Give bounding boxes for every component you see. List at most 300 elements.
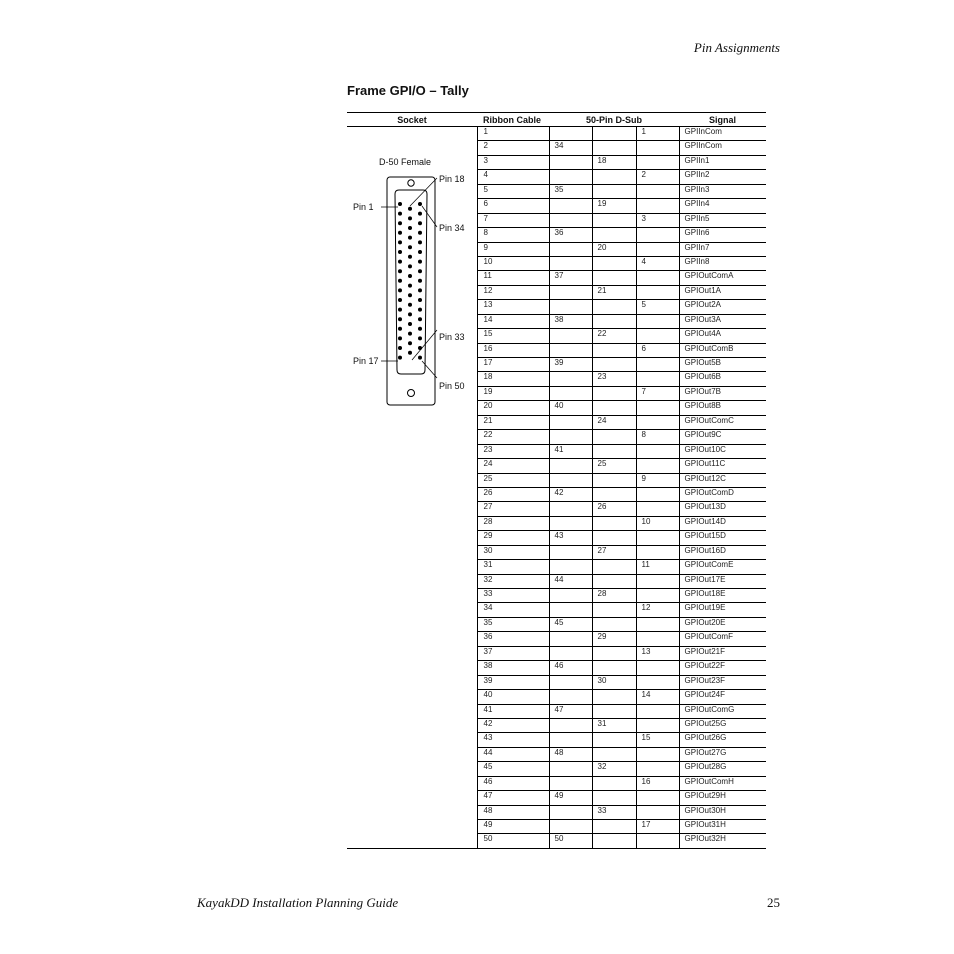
dsub-cell-a [549,256,592,270]
dsub-cell-b: 18 [592,155,636,169]
signal-cell: GPIOut23F [679,675,766,689]
connector-shell [387,177,435,405]
pin-dot [408,236,412,240]
header-ribbon-cable: Ribbon Cable [477,113,549,127]
running-head: Pin Assignments [693,40,780,55]
dsub-cell-a [549,805,592,819]
dsub-cell-c [636,632,679,646]
dsub-cell-c [636,502,679,516]
dsub-cell-c: 8 [636,430,679,444]
ribbon-cable-cell: 47 [477,791,549,805]
pin-assignment-table [347,112,766,849]
dsub-cell-c: 10 [636,516,679,530]
dsub-cell-c [636,199,679,213]
ribbon-cable-cell: 12 [477,285,549,299]
signal-cell: GPIOut3A [679,314,766,328]
signal-cell: GPIOutComB [679,343,766,357]
ribbon-cable-cell: 24 [477,459,549,473]
d50-connector-diagram [347,127,477,427]
signal-cell: GPIIn6 [679,228,766,242]
signal-cell: GPIOutComH [679,776,766,790]
dsub-cell-b [592,574,636,588]
ribbon-cable-cell: 9 [477,242,549,256]
ribbon-cable-cell: 36 [477,632,549,646]
pin-dot [398,250,402,254]
pin-dot [408,216,412,220]
dsub-cell-c: 4 [636,256,679,270]
dsub-cell-c [636,415,679,429]
dsub-cell-c [636,791,679,805]
dsub-cell-b [592,170,636,184]
dsub-cell-a: 44 [549,574,592,588]
dsub-cell-c: 3 [636,213,679,227]
dsub-cell-b: 29 [592,632,636,646]
pin-dot [418,356,422,360]
ribbon-cable-cell: 20 [477,401,549,415]
dsub-cell-a [549,776,592,790]
ribbon-cable-cell: 31 [477,560,549,574]
pin-dot [418,279,422,283]
dsub-cell-b: 33 [592,805,636,819]
ribbon-cable-cell: 16 [477,343,549,357]
dsub-cell-c: 13 [636,646,679,660]
dsub-cell-c [636,444,679,458]
signal-cell: GPIOut16D [679,545,766,559]
dsub-cell-b: 28 [592,589,636,603]
dsub-cell-b: 19 [592,199,636,213]
pin-dot [418,288,422,292]
dsub-cell-a [549,386,592,400]
ribbon-cable-cell: 14 [477,314,549,328]
signal-cell: GPIOutComA [679,271,766,285]
dsub-cell-a [549,589,592,603]
ribbon-cable-cell: 37 [477,646,549,660]
dsub-cell-b: 27 [592,545,636,559]
pin-dot [398,279,402,283]
signal-cell: GPIOut12C [679,473,766,487]
ribbon-cable-cell: 11 [477,271,549,285]
dsub-cell-a [549,459,592,473]
table-body [347,127,766,849]
dsub-cell-c [636,589,679,603]
dsub-cell-b [592,820,636,834]
pin-dot [418,212,422,216]
footer-guide-title: KayakDD Installation Planning Guide [197,895,399,910]
signal-cell: GPIOut1A [679,285,766,299]
signal-cell: GPIIn2 [679,170,766,184]
dsub-cell-a [549,545,592,559]
dsub-cell-a [549,285,592,299]
dsub-cell-a [549,502,592,516]
pin-label-1: Pin 1 [353,202,374,212]
dsub-cell-b [592,141,636,155]
connector-label: D-50 Female [379,157,432,167]
pin-dot [398,202,402,206]
dsub-cell-a [549,170,592,184]
dsub-cell-c [636,675,679,689]
pin-dot [398,288,402,292]
dsub-cell-a [549,329,592,343]
pin-dot [398,240,402,244]
dsub-cell-c [636,747,679,761]
ribbon-cable-cell: 48 [477,805,549,819]
pin-label-34: Pin 34 [439,223,465,233]
dsub-cell-c: 12 [636,603,679,617]
dsub-cell-b: 31 [592,718,636,732]
dsub-cell-a [549,690,592,704]
dsub-cell-b [592,516,636,530]
pin-dot [408,274,412,278]
signal-cell: GPIOut13D [679,502,766,516]
signal-cell: GPIOut15D [679,531,766,545]
ribbon-cable-cell: 32 [477,574,549,588]
dsub-cell-b: 21 [592,285,636,299]
dsub-cell-a: 38 [549,314,592,328]
ribbon-cable-cell: 5 [477,184,549,198]
dsub-cell-a [549,733,592,747]
dsub-cell-b [592,300,636,314]
dsub-cell-c [636,459,679,473]
dsub-cell-c: 7 [636,386,679,400]
ribbon-cable-cell: 10 [477,256,549,270]
signal-cell: GPIIn8 [679,256,766,270]
dsub-cell-a: 37 [549,271,592,285]
dsub-cell-c [636,704,679,718]
dsub-cell-b [592,603,636,617]
ribbon-cable-cell: 7 [477,213,549,227]
dsub-cell-c [636,661,679,675]
dsub-cell-a [549,603,592,617]
dsub-cell-b [592,704,636,718]
dsub-cell-c: 15 [636,733,679,747]
dsub-cell-c [636,487,679,501]
signal-cell: GPIOut8B [679,401,766,415]
signal-cell: GPIOut18E [679,589,766,603]
signal-cell: GPIOut22F [679,661,766,675]
pin-dot [418,260,422,264]
signal-cell: GPIOut17E [679,574,766,588]
dsub-cell-b: 26 [592,502,636,516]
signal-cell: GPIOutComG [679,704,766,718]
signal-cell: GPIOut27G [679,747,766,761]
dsub-cell-a [549,646,592,660]
signal-cell: GPIIn3 [679,184,766,198]
dsub-cell-a [549,560,592,574]
dsub-cell-c: 6 [636,343,679,357]
dsub-cell-a: 36 [549,228,592,242]
table-header-row [347,113,766,127]
ribbon-cable-cell: 27 [477,502,549,516]
dsub-cell-b [592,358,636,372]
mount-hole-bottom [408,390,415,397]
signal-cell: GPIIn5 [679,213,766,227]
signal-cell: GPIOut24F [679,690,766,704]
dsub-cell-b [592,487,636,501]
dsub-cell-b [592,184,636,198]
pin-dot [408,207,412,211]
signal-cell: GPIInCom [679,127,766,141]
ribbon-cable-cell: 49 [477,820,549,834]
pin-dot [398,327,402,331]
ribbon-cable-cell: 22 [477,430,549,444]
dsub-cell-c: 1 [636,127,679,141]
dsub-cell-a [549,213,592,227]
signal-cell: GPIOut29H [679,791,766,805]
ribbon-cable-cell: 35 [477,617,549,631]
dsub-cell-c [636,372,679,386]
mount-hole-top [408,180,414,186]
dsub-cell-a [549,473,592,487]
dsub-cell-b: 23 [592,372,636,386]
dsub-cell-a: 47 [549,704,592,718]
signal-cell: GPIOut7B [679,386,766,400]
ribbon-cable-cell: 4 [477,170,549,184]
dsub-cell-a [549,155,592,169]
dsub-cell-c [636,545,679,559]
dsub-cell-c [636,401,679,415]
dsub-cell-a: 35 [549,184,592,198]
signal-cell: GPIOut26G [679,733,766,747]
header-socket: Socket [347,113,477,127]
dsub-cell-c [636,531,679,545]
dsub-cell-c: 17 [636,820,679,834]
dsub-cell-b [592,444,636,458]
pin-dot [418,250,422,254]
ribbon-cable-cell: 6 [477,199,549,213]
ribbon-cable-cell: 13 [477,300,549,314]
pin-label-18: Pin 18 [439,174,465,184]
dsub-cell-a [549,718,592,732]
pin-dot [408,312,412,316]
ribbon-cable-cell: 40 [477,690,549,704]
dsub-cell-a [549,516,592,530]
signal-cell: GPIOutComF [679,632,766,646]
pin-dot [398,346,402,350]
ribbon-cable-cell: 42 [477,718,549,732]
dsub-cell-c [636,155,679,169]
dsub-cell-a: 42 [549,487,592,501]
pin-dot [398,269,402,273]
dsub-cell-b [592,791,636,805]
dsub-cell-b [592,271,636,285]
dsub-cell-c [636,141,679,155]
pin-dot [408,332,412,336]
ribbon-cable-cell: 8 [477,228,549,242]
ribbon-cable-cell: 26 [477,487,549,501]
dsub-cell-b [592,733,636,747]
ribbon-cable-cell: 43 [477,733,549,747]
dsub-cell-a: 48 [549,747,592,761]
dsub-cell-a [549,343,592,357]
signal-cell: GPIOut30H [679,805,766,819]
ribbon-cable-cell: 44 [477,747,549,761]
dsub-cell-b [592,747,636,761]
dsub-cell-c: 5 [636,300,679,314]
dsub-cell-a [549,199,592,213]
ribbon-cable-cell: 21 [477,415,549,429]
pin-dot [408,264,412,268]
pin-dot [398,212,402,216]
signal-cell: GPIIn7 [679,242,766,256]
ribbon-cable-cell: 30 [477,545,549,559]
dsub-cell-b [592,646,636,660]
signal-cell: GPIOutComD [679,487,766,501]
dsub-cell-a [549,430,592,444]
section-title: Frame GPI/O – Tally [347,83,469,98]
dsub-cell-a [549,415,592,429]
signal-cell: GPIOut32H [679,834,766,848]
pin-dot [418,298,422,302]
socket-diagram-cell [347,127,477,849]
signal-cell: GPIOut5B [679,358,766,372]
pin-dot [398,231,402,235]
ribbon-cable-cell: 17 [477,358,549,372]
pin-dot [418,231,422,235]
dsub-cell-a: 43 [549,531,592,545]
ribbon-cable-cell: 46 [477,776,549,790]
pin-dot [398,317,402,321]
pin-dot [408,226,412,230]
pin-dot [398,336,402,340]
dsub-cell-b: 24 [592,415,636,429]
pin-dot [398,356,402,360]
signal-cell: GPIOut28G [679,762,766,776]
dsub-cell-a: 45 [549,617,592,631]
dsub-cell-a: 46 [549,661,592,675]
pin-dot [408,284,412,288]
pin-dot [418,221,422,225]
dsub-cell-b: 32 [592,762,636,776]
ribbon-cable-cell: 18 [477,372,549,386]
ribbon-cable-cell: 41 [477,704,549,718]
dsub-cell-b [592,560,636,574]
signal-cell: GPIOut2A [679,300,766,314]
signal-cell: GPIInCom [679,141,766,155]
signal-cell: GPIIn4 [679,199,766,213]
dsub-cell-b [592,256,636,270]
signal-cell: GPIOutComC [679,415,766,429]
ribbon-cable-cell: 3 [477,155,549,169]
dsub-cell-c [636,314,679,328]
pin-dot [418,317,422,321]
dsub-cell-b [592,661,636,675]
dsub-cell-c: 9 [636,473,679,487]
dsub-cell-b [592,690,636,704]
signal-cell: GPIOut10C [679,444,766,458]
ribbon-cable-cell: 15 [477,329,549,343]
signal-cell: GPIOut21F [679,646,766,660]
pin-dot [408,293,412,297]
dsub-cell-a [549,762,592,776]
dsub-cell-c [636,718,679,732]
dsub-cell-a: 40 [549,401,592,415]
dsub-cell-b [592,127,636,141]
dsub-cell-c [636,271,679,285]
ribbon-cable-cell: 45 [477,762,549,776]
pin-dot [418,308,422,312]
ribbon-cable-cell: 2 [477,141,549,155]
dsub-cell-b [592,343,636,357]
pin-dot [408,255,412,259]
dsub-cell-a: 34 [549,141,592,155]
dsub-cell-c: 11 [636,560,679,574]
dsub-cell-c [636,184,679,198]
signal-cell: GPIOut9C [679,430,766,444]
dsub-cell-b [592,834,636,848]
pin-dot [418,346,422,350]
dsub-cell-a: 39 [549,358,592,372]
signal-cell: GPIOut4A [679,329,766,343]
dsub-cell-a [549,300,592,314]
dsub-cell-c: 2 [636,170,679,184]
dsub-cell-b: 25 [592,459,636,473]
dsub-cell-c [636,805,679,819]
signal-cell: GPIOut25G [679,718,766,732]
dsub-cell-b [592,776,636,790]
footer-page-number: 25 [767,895,780,910]
pin-dot [418,240,422,244]
pin-dot [398,298,402,302]
ribbon-cable-cell: 39 [477,675,549,689]
signal-cell: GPIOut6B [679,372,766,386]
dsub-cell-c [636,329,679,343]
ribbon-cable-cell: 29 [477,531,549,545]
pin-dot [408,341,412,345]
header-dsub: 50-Pin D-Sub [549,113,679,127]
dsub-cell-c [636,358,679,372]
table-row [347,127,766,141]
signal-cell: GPIOut20E [679,617,766,631]
dsub-cell-b [592,617,636,631]
dsub-cell-c [636,285,679,299]
ribbon-cable-cell: 25 [477,473,549,487]
pin-dot [408,245,412,249]
pin-dot [398,260,402,264]
dsub-cell-a: 41 [549,444,592,458]
dsub-cell-a [549,127,592,141]
signal-cell: GPIOut11C [679,459,766,473]
dsub-cell-b [592,430,636,444]
dsub-cell-a [549,675,592,689]
dsub-cell-b [592,473,636,487]
signal-cell: GPIOut19E [679,603,766,617]
signal-cell: GPIOut31H [679,820,766,834]
dsub-cell-c: 16 [636,776,679,790]
pin-dot [398,308,402,312]
pin-dot [408,303,412,307]
dsub-cell-b: 20 [592,242,636,256]
ribbon-cable-cell: 19 [477,386,549,400]
dsub-cell-b: 30 [592,675,636,689]
ribbon-cable-cell: 23 [477,444,549,458]
dsub-cell-b: 22 [592,329,636,343]
ribbon-cable-cell: 34 [477,603,549,617]
header-signal: Signal [679,113,766,127]
ribbon-cable-cell: 1 [477,127,549,141]
dsub-cell-b [592,213,636,227]
signal-cell: GPIOutComE [679,560,766,574]
dsub-cell-b [592,531,636,545]
dsub-cell-a: 49 [549,791,592,805]
dsub-cell-a [549,632,592,646]
pin-dot [398,221,402,225]
dsub-cell-b [592,314,636,328]
dsub-cell-c [636,617,679,631]
pin-dot [418,202,422,206]
dsub-cell-c [636,228,679,242]
ribbon-cable-cell: 28 [477,516,549,530]
pin-label-50: Pin 50 [439,381,465,391]
